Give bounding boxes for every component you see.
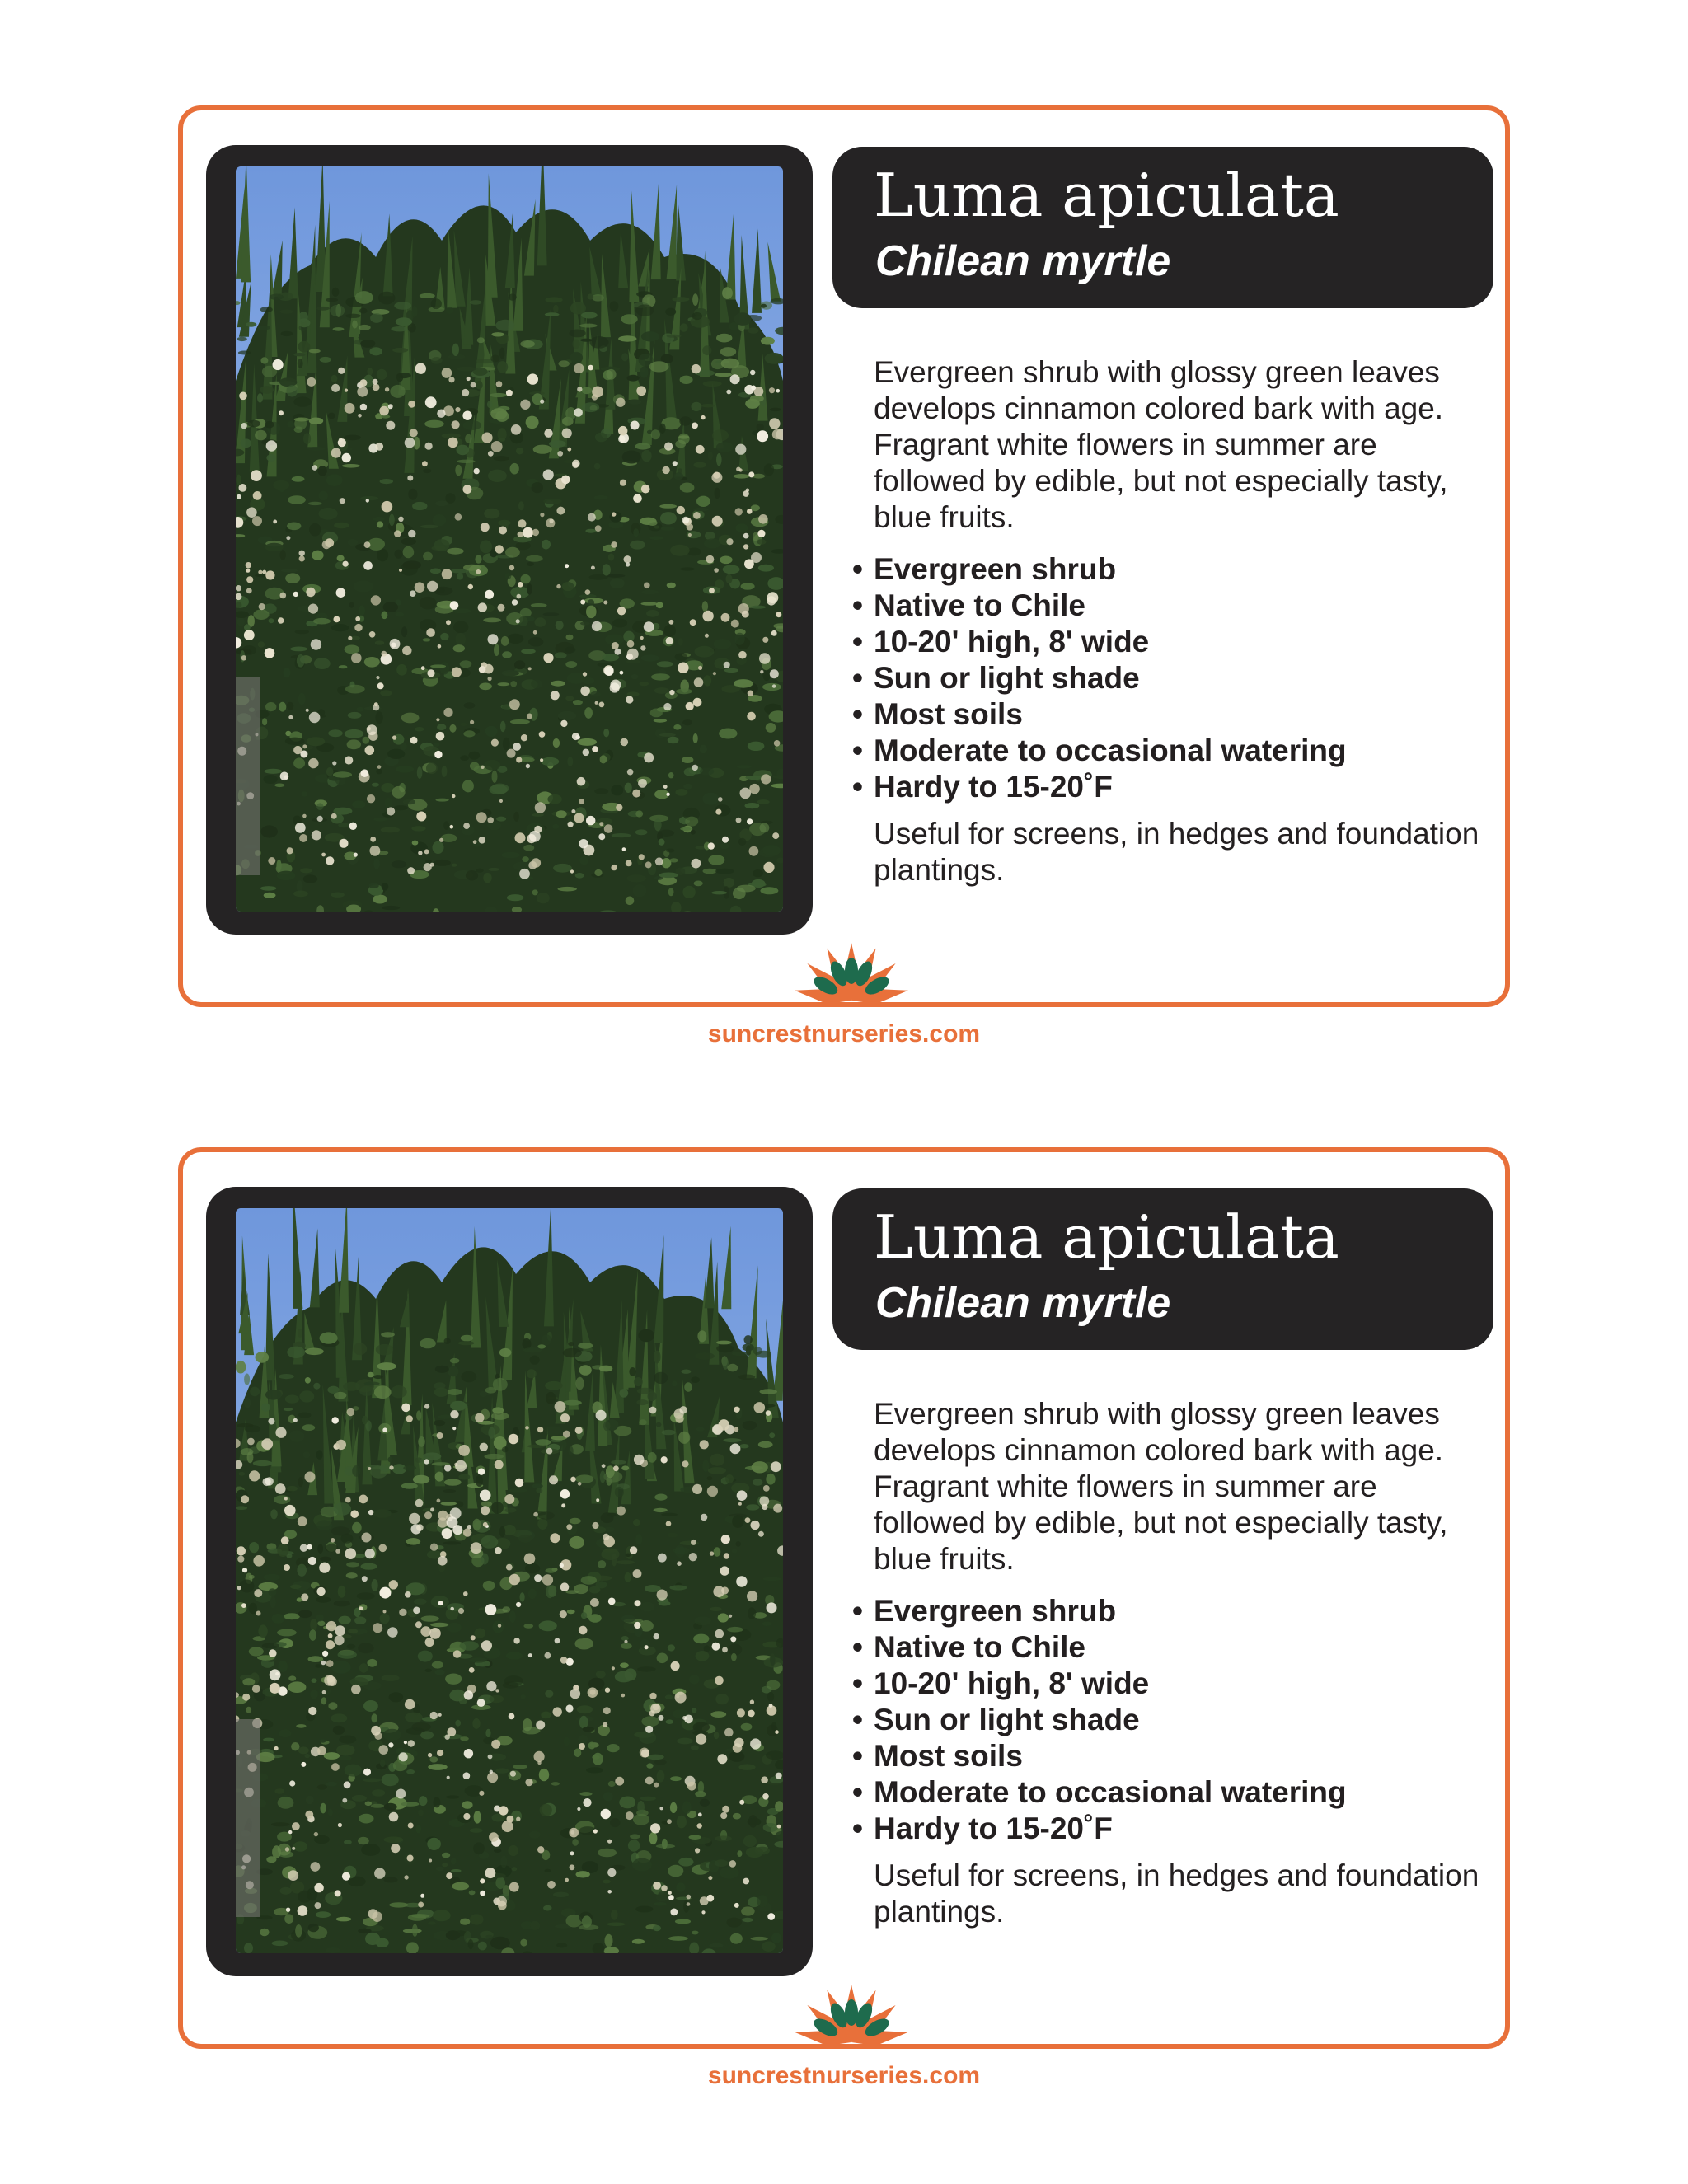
common-name: Chilean myrtle [875, 1279, 1171, 1327]
common-name: Chilean myrtle [875, 237, 1171, 285]
bullet-icon: • [852, 1775, 863, 1809]
feature-item: • 10-20' high, 8' wide [852, 1666, 1150, 1700]
plant-uses: Useful for screens, in hedges and foundation plantings. [874, 817, 1479, 887]
bullet-icon: • [852, 1739, 863, 1773]
feature-item: • Evergreen shrub [852, 552, 1117, 586]
plant-description: Evergreen shrub with glossy green leaves develops cinnamon colored bark with age. Fragrant white flowers in summer are followed by edible, but not especially tasty, blue fruits. [874, 355, 1448, 534]
plant-card [178, 1147, 1510, 2049]
feature-item: • Native to Chile [852, 1630, 1085, 1664]
plant-photo [236, 166, 783, 912]
feature-item: • Sun or light shade [852, 1703, 1140, 1736]
plant-card [178, 105, 1510, 1007]
shrub-photo-image [236, 1208, 783, 1953]
feature-item: • Moderate to occasional watering [852, 733, 1347, 767]
bullet-icon: • [852, 697, 863, 731]
photo-frame [206, 145, 813, 935]
plant-uses: Useful for screens, in hedges and foundation plantings. [874, 1858, 1479, 1929]
feature-item: • Evergreen shrub [852, 1594, 1117, 1628]
sunburst-logo-icon [791, 1978, 912, 2050]
sunburst-logo-icon [791, 936, 912, 1009]
plant-description: Evergreen shrub with glossy green leaves develops cinnamon colored bark with age. Fragrant white flowers in summer are followed by edible, but not especially tasty, blue fruits. [874, 1397, 1448, 1576]
title-box [832, 1188, 1493, 1350]
bullet-icon: • [852, 1703, 863, 1736]
feature-item: • Moderate to occasional watering [852, 1775, 1347, 1809]
bullet-icon: • [852, 770, 863, 804]
plant-photo [236, 1208, 783, 1953]
bullet-icon: • [852, 588, 863, 622]
feature-item: • Hardy to 15-20˚F [852, 770, 1113, 804]
photo-frame [206, 1187, 813, 1976]
shrub-photo-image [236, 166, 783, 912]
bullet-icon: • [852, 1811, 863, 1845]
bullet-icon: • [852, 1594, 863, 1628]
bullet-icon: • [852, 1666, 863, 1700]
feature-item: • Sun or light shade [852, 661, 1140, 695]
feature-list [852, 1593, 1347, 1847]
bullet-icon: • [852, 1630, 863, 1664]
feature-item: • Hardy to 15-20˚F [852, 1811, 1113, 1845]
website-link[interactable]: suncrestnurseries.com [707, 2062, 981, 2089]
scientific-name: Luma apiculata [874, 1202, 1339, 1272]
bullet-icon: • [852, 661, 863, 695]
title-box [832, 147, 1493, 308]
website-link[interactable]: suncrestnurseries.com [707, 1020, 981, 1047]
feature-list [852, 551, 1347, 805]
bullet-icon: • [852, 625, 863, 658]
scientific-name: Luma apiculata [874, 161, 1339, 230]
bullet-icon: • [852, 733, 863, 767]
bullet-icon: • [852, 552, 863, 586]
feature-item: • Most soils [852, 697, 1023, 731]
feature-item: • Native to Chile [852, 588, 1085, 622]
feature-item: • Most soils [852, 1739, 1023, 1773]
feature-item: • 10-20' high, 8' wide [852, 625, 1150, 658]
